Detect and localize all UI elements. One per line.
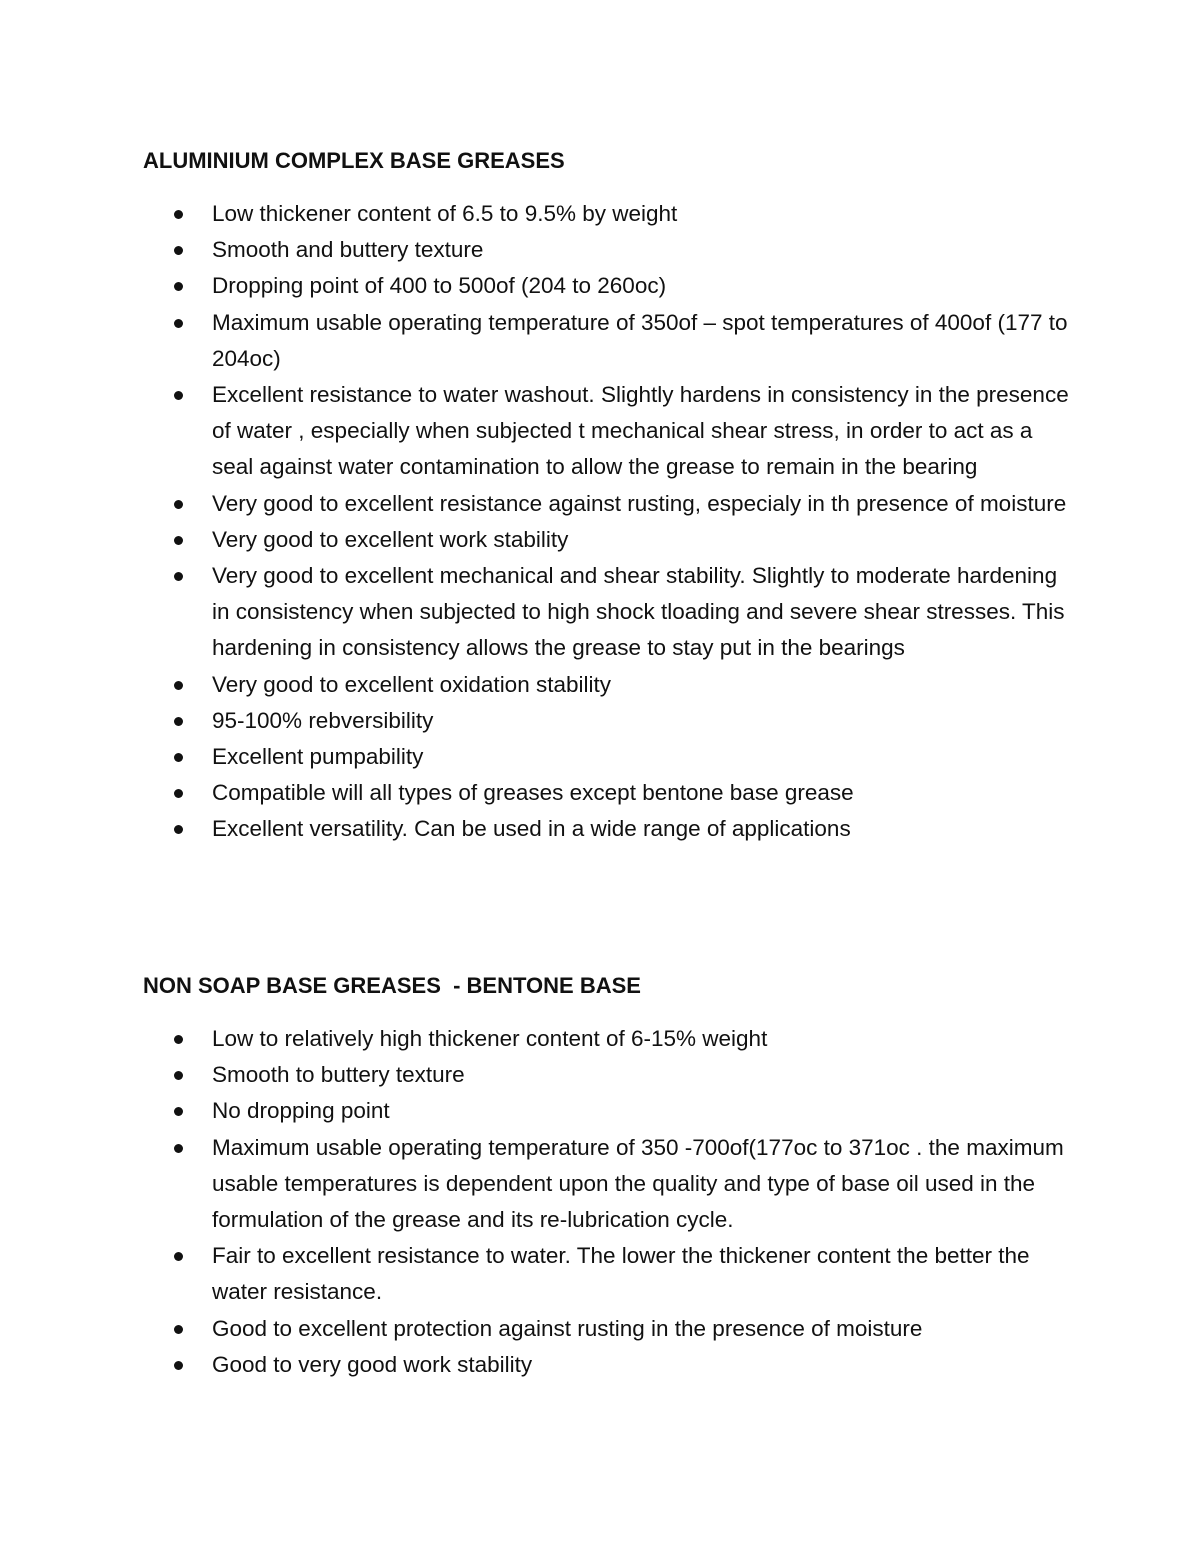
list-item: [143, 558, 1073, 667]
list-item: [143, 775, 1073, 811]
list-item: [143, 305, 1073, 377]
list-item-text: Maximum usable operating temperature of 350 -700of(177oc to 371oc . the maximum usable temperatures is dependent upon the quality and type of base oil used in the formulation of the grease and its re-lubrication cycle.: [212, 1134, 1064, 1233]
bullet-icon: [174, 1325, 183, 1334]
bullet-icon: [174, 282, 183, 291]
list-item-text: Smooth to buttery texture: [212, 1062, 465, 1088]
bullet-icon: [174, 210, 183, 219]
list-item: [143, 667, 1073, 703]
list-item: [143, 196, 1073, 232]
bullet-icon: [174, 391, 183, 400]
bullet-icon: [174, 1361, 183, 1370]
bullet-icon: [174, 572, 183, 581]
list-item-text: Low to relatively high thickener content of 6-15% weight: [212, 1026, 768, 1051]
list-item-text: Good to excellent protection against rusting in the presence of moisture: [212, 1315, 923, 1341]
list-item: [143, 1238, 1073, 1310]
list-item-text: Very good to excellent oxidation stability: [212, 671, 611, 697]
section-aluminium-complex: [143, 146, 1073, 848]
list-item: [143, 486, 1073, 522]
list-item-text: 95-100% rebversibility: [212, 707, 434, 733]
bullet-icon: [174, 536, 183, 545]
list-item-text: Excellent versatility. Can be used in a wide range of applications: [212, 816, 851, 842]
bullet-icon: [174, 500, 183, 509]
list-item: [143, 739, 1073, 775]
list-item: [143, 522, 1073, 558]
bullet-icon: [174, 717, 183, 726]
list-item: [143, 1130, 1073, 1239]
bullet-list: [143, 1021, 1073, 1383]
list-item: [143, 377, 1073, 486]
bullet-icon: [174, 1144, 183, 1153]
list-item-text: Good to very good work stability: [212, 1351, 533, 1377]
list-item: [143, 1093, 1073, 1129]
list-item-text: Excellent resistance to water washout. Slightly hardens in consistency in the presence of water , especially when subjected t mechanical shear stress, in order to act as a seal against water contamination to allow the grease to remain in the bearing: [212, 382, 1069, 480]
bullet-icon: [174, 1035, 183, 1044]
list-item-text: Very good to excellent resistance against rusting, especialy in th presence of moisture: [212, 490, 1067, 516]
list-item-text: Very good to excellent mechanical and shear stability. Slightly to moderate hardening in consistency when subjected to high shock tloading and severe shear stresses. This hardening in consistency allows the grease to stay put in the bearings: [212, 563, 1065, 661]
bullet-icon: [174, 246, 183, 255]
list-item: [143, 1021, 1073, 1057]
list-item: [143, 1311, 1073, 1347]
section-heading: NON SOAP BASE GREASES - BENTONE BASE: [143, 973, 641, 998]
bullet-icon: [174, 789, 183, 798]
list-item-text: Excellent pumpability: [212, 744, 424, 770]
section-non-soap-bentone: [143, 971, 1073, 1383]
list-item: [143, 1057, 1073, 1093]
list-item: [143, 703, 1073, 739]
list-item-text: Fair to excellent resistance to water. The lower the thickener content the better the water resistance.: [212, 1243, 1030, 1305]
bullet-icon: [174, 681, 183, 690]
bullet-icon: [174, 825, 183, 834]
list-item: [143, 811, 1073, 847]
list-item: [143, 268, 1073, 304]
bullet-icon: [174, 1071, 183, 1080]
bullet-icon: [174, 1252, 183, 1261]
list-item-text: Very good to excellent work stability: [212, 526, 569, 552]
bullet-icon: [174, 753, 183, 762]
bullet-icon: [174, 319, 183, 328]
bullet-list: [143, 196, 1073, 848]
list-item-text: Maximum usable operating temperature of 350of – spot temperatures of 400of (177 to 204oc): [212, 309, 1068, 371]
section-heading: ALUMINIUM COMPLEX BASE GREASES: [143, 148, 565, 173]
list-item: [143, 232, 1073, 268]
list-item-text: No dropping point: [212, 1098, 390, 1124]
list-item-text: Dropping point of 400 to 500of (204 to 260oc): [212, 273, 667, 299]
list-item-text: Smooth and buttery texture: [212, 237, 484, 263]
bullet-icon: [174, 1107, 183, 1116]
list-item: [143, 1347, 1073, 1383]
list-item-text: Compatible will all types of greases except bentone base grease: [212, 780, 854, 806]
list-item-text: Low thickener content of 6.5 to 9.5% by weight: [212, 201, 678, 226]
